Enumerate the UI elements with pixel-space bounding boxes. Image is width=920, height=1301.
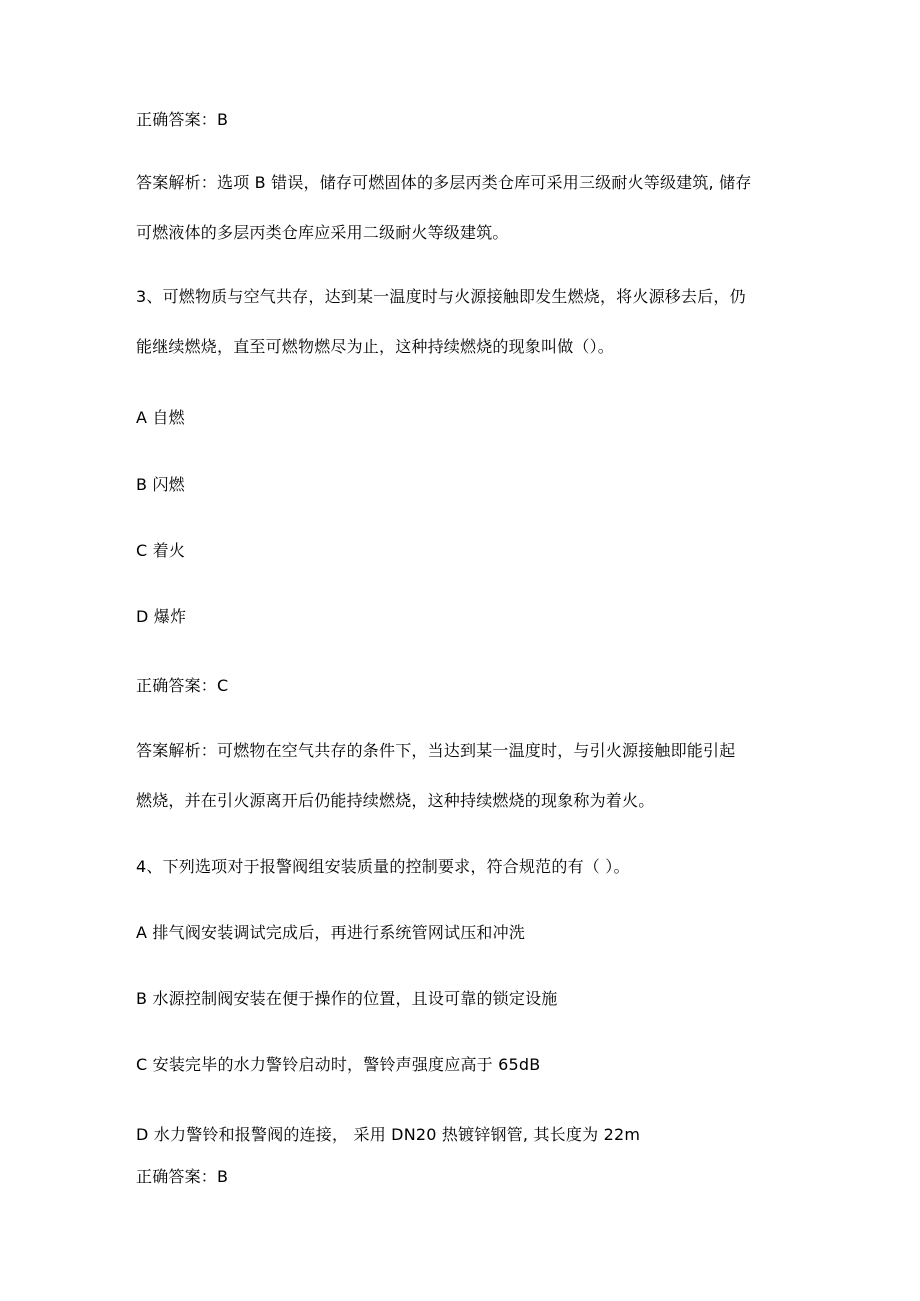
prev-answer: 正确答案：B — [136, 110, 229, 129]
q4-option-c: C 安装完毕的水力警铃启动时，警铃声强度应高于 65dB — [136, 1055, 541, 1074]
q3-analysis-line-2: 燃烧，并在引火源离开后仍能持续燃烧，这种持续燃烧的现象称为着火。 — [136, 791, 655, 810]
q3-option-b: B 闪燃 — [136, 475, 185, 494]
q3-option-a: A 自燃 — [136, 408, 185, 427]
q3-analysis-line-1: 答案解析：可燃物在空气共存的条件下，当达到某一温度时，与引火源接触即能引起 — [136, 741, 736, 760]
q3-stem-line-2: 能继续燃烧，直至可燃物燃尽为止，这种持续燃烧的现象叫做（）。 — [136, 337, 615, 356]
q4-option-a: A 排气阀安装调试完成后，再进行系统管网试压和冲洗 — [136, 923, 526, 942]
prev-analysis-line-1: 答案解析：选项 B 错误，储存可燃固体的多层丙类仓库可采用三级耐火等级建筑, 储存 — [136, 173, 752, 192]
q3-option-d: D 爆炸 — [136, 607, 187, 626]
q3-stem-line-1: 3、可燃物质与空气共存，达到某一温度时与火源接触即发生燃烧，将火源移去后，仍 — [136, 287, 746, 306]
q3-answer: 正确答案：C — [136, 676, 229, 695]
q4-answer: 正确答案：B — [136, 1167, 229, 1186]
q4-option-b: B 水源控制阀安装在便于操作的位置，且设可靠的锁定设施 — [136, 989, 558, 1008]
q4-option-d: D 水力警铃和报警阀的连接， 采用 DN20 热镀锌钢管, 其长度为 22m — [136, 1125, 641, 1144]
q4-stem: 4、下列选项对于报警阀组安装质量的控制要求，符合规范的有（ ）。 — [136, 857, 630, 876]
q3-option-c: C 着火 — [136, 541, 186, 560]
prev-analysis-line-2: 可燃液体的多层丙类仓库应采用二级耐火等级建筑。 — [136, 223, 509, 242]
